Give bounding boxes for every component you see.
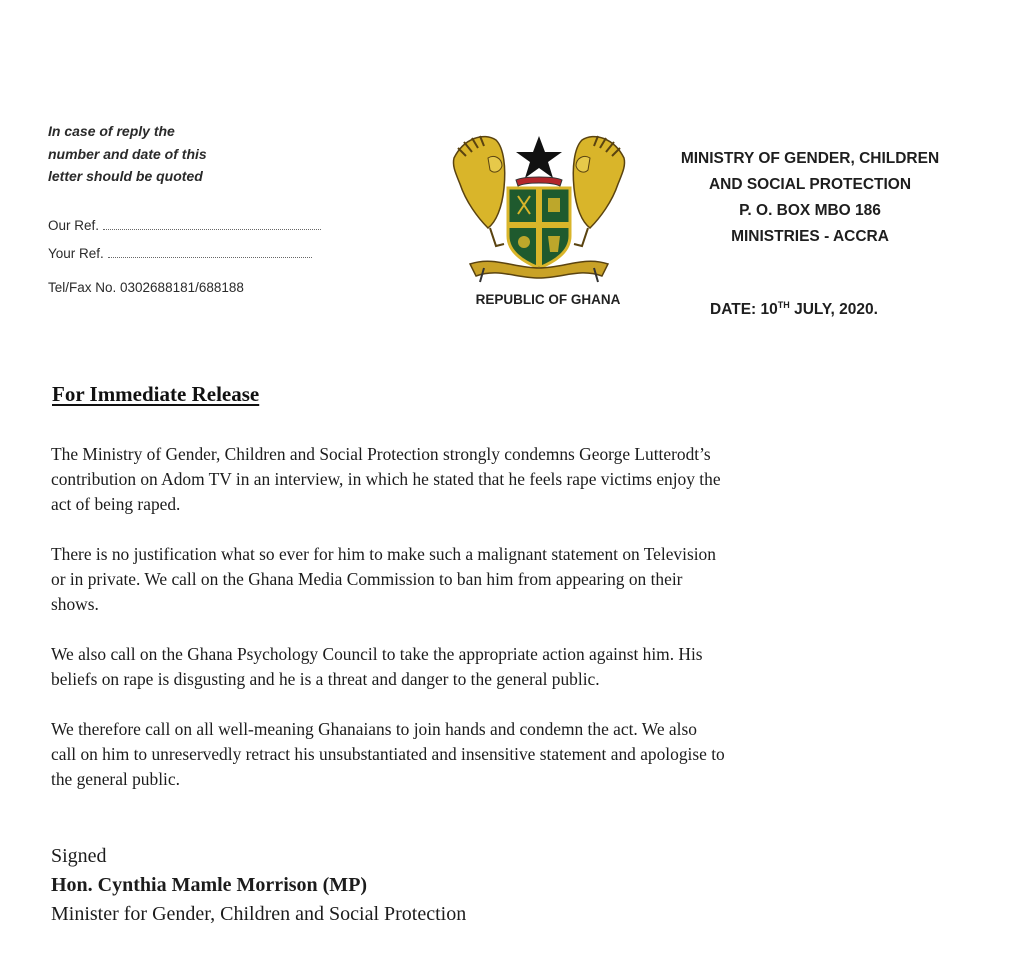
paragraph-line: We therefore call on all well-meaning Ghanaians to join hands and condemn the act. We also xyxy=(51,719,697,739)
ghana-coat-of-arms-icon xyxy=(444,118,634,290)
ministry-line: P. O. BOX MBO 186 xyxy=(739,202,881,219)
black-star-icon xyxy=(516,136,562,178)
paragraph-line: the general public. xyxy=(51,769,180,789)
reply-note-line: number and date of this xyxy=(48,145,207,162)
paragraph-line: beliefs on rape is disgusting and he is a threat and danger to the general public. xyxy=(51,669,600,689)
ministry-line: AND SOCIAL PROTECTION xyxy=(708,176,912,193)
date-rest: JULY, 2020. xyxy=(789,301,878,318)
right-eagle-icon xyxy=(573,136,624,246)
your-ref-label: Your Ref. xyxy=(48,246,104,261)
reply-note-line: In case of reply the xyxy=(48,123,175,139)
our-ref xyxy=(48,218,321,233)
date-prefix: DATE: 10 xyxy=(710,301,778,318)
date-ordinal-suffix: TH xyxy=(777,300,790,310)
shield-icon xyxy=(508,188,570,268)
letter-date xyxy=(710,300,878,319)
signer-title: Minister for Gender, Children and Social Protection xyxy=(51,903,467,925)
paragraph-line: or in private. We call on the Ghana Media Commission to ban him from appearing on their xyxy=(51,569,683,589)
body-paragraph xyxy=(51,542,951,617)
your-ref xyxy=(48,246,312,261)
our-ref-dotted-line xyxy=(103,219,321,230)
body-paragraph xyxy=(51,442,951,517)
signature-block xyxy=(51,842,466,929)
paragraph-line: The Ministry of Gender, Children and Social Protection strongly condemns George Lutterodt’s xyxy=(51,444,711,464)
reply-note xyxy=(48,120,278,188)
paragraph-line: act of being raped. xyxy=(51,494,181,514)
tel-fax-number: Tel/Fax No. 0302688181/688188 xyxy=(48,280,244,295)
left-eagle-icon xyxy=(453,136,504,246)
signed-label: Signed xyxy=(51,845,107,867)
paragraph-line: shows. xyxy=(51,594,99,614)
ministry-line: MINISTRIES - ACCRA xyxy=(731,228,889,245)
ministry-line: MINISTRY OF GENDER, CHILDREN xyxy=(680,150,940,167)
paragraph-line: There is no justification what so ever for him to make such a malignant statement on Television xyxy=(51,544,716,564)
reply-note-line: letter should be quoted xyxy=(48,168,203,184)
paragraph-line: contribution on Adom TV in an interview, in which he stated that he feels rape victims enjoy the xyxy=(51,469,721,489)
body-paragraph xyxy=(51,717,951,792)
our-ref-label: Our Ref. xyxy=(48,218,100,233)
release-title: For Immediate Release xyxy=(52,382,260,406)
your-ref-dotted-line xyxy=(108,247,312,258)
signer-name: Hon. Cynthia Mamle Morrison (MP) xyxy=(51,874,368,896)
paragraph-line: call on him to unreservedly retract his unsubstantiated and insensitive statement and apologise to xyxy=(51,744,725,764)
paragraph-line: We also call on the Ghana Psychology Council to take the appropriate action against him. His xyxy=(51,644,703,664)
republic-of-ghana-label: REPUBLIC OF GHANA xyxy=(475,292,621,307)
body-paragraph xyxy=(51,642,951,692)
ministry-address xyxy=(650,146,970,250)
